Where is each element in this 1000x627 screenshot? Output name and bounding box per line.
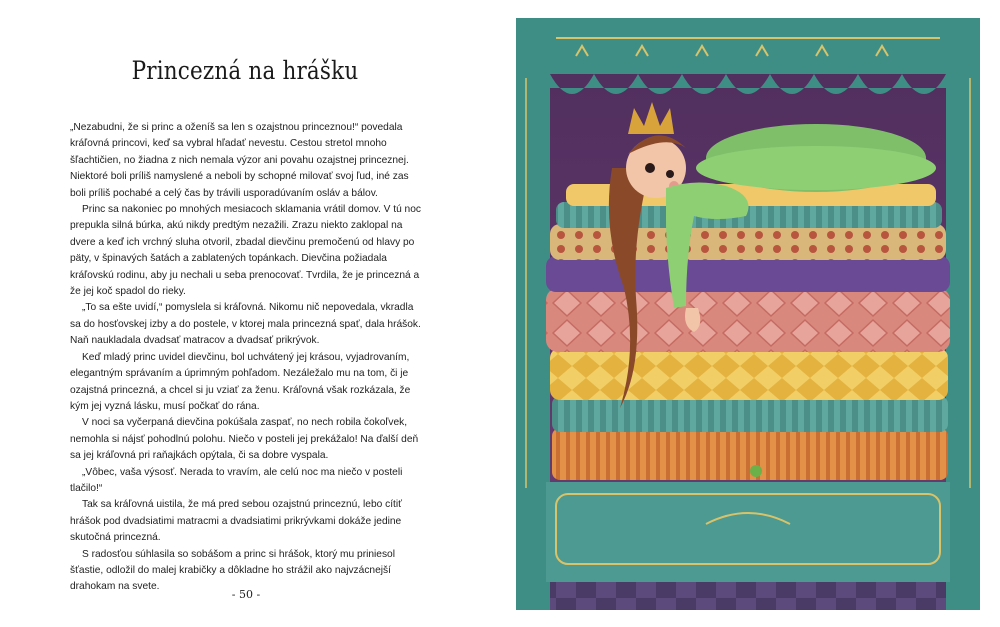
pea: [750, 465, 762, 477]
story-text: [70, 120, 422, 596]
mattress: [546, 256, 950, 292]
paragraph: „Vôbec, vaša výsosť. Nerada to vravím, ale celú noc ma niečo v posteli tlačilo!“: [70, 466, 403, 494]
paragraph: Tak sa kráľovná uistila, že má pred sebou ozajstnú princeznú, lebo cítiť hrášok pod dvadsiatimi matracmi a dvadsiatimi prikrývkami dokáže jedine skutočná princezná.: [70, 499, 402, 544]
mattress: [546, 288, 950, 352]
paragraph: „Nezabudni, že si princ a oženíš sa len s ozajstnou princeznou!“ povedala kráľovná princovi, keď sa vybral hľadať nevestu. Cestou stretol mnoho šľachtičien, no žiadna z nich nemala výzor ani povahu ozajstnej princeznej. Niektoré boli príliš namyslené a neboli by schopné milovať svoj ľud, iné zas boli príliš pochabé a celý čas by trávili usporadúvaním osláv a bálov.: [70, 122, 409, 199]
frame-left-post: [516, 18, 550, 610]
mattress: [550, 348, 948, 400]
page-title: Princezná na hrášku: [131, 56, 359, 85]
paragraph: Keď mladý princ uvidel dievčinu, bol uchvátený jej krásou, vyjadrovaním, elegantným správaním a úprimným pohľadom. Nezáležalo mu na tom, či je ozajstná princezná, a chcel si ju vziať za ženu. Kráľovná však rozkázala, že kým jej vyzná lásku, musí počkať do rána.: [70, 351, 411, 412]
page-number: - 50 -: [231, 588, 261, 601]
frame-right-post: [946, 18, 980, 610]
mattress: [550, 224, 946, 260]
paragraph: V noci sa vyčerpaná dievčina pokúšala zaspať, no nech robila čokoľvek, nemohla si nájsť pohodlnú polohu. Niečo v posteli jej prekážalo! Na ďalší deň sa jej kráľovná pri raňajkách opýtala, či sa dobre vyspala.: [70, 417, 419, 462]
paragraph: „To sa ešte uvidí,“ pomyslela si kráľovná. Nikomu nič nepovedala, vkradla sa do hosťovskej izby a do postele, v ktorej mala princezná spať, dala hrášok. Naň naukladala dvadsať matracov a dvadsať prikrývok.: [70, 302, 421, 347]
illustration-princess-and-pea: [516, 18, 980, 610]
mattress: [552, 396, 948, 432]
paragraph: S radosťou súhlasila so sobášom a princ si hrášok, ktorý mu priniesol šťastie, odložil do malej krabičky a dôkladne ho strážil ako najvzácnejší drahokam na svete.: [70, 548, 395, 593]
paragraph: Princ sa nakoniec po mnohých mesiacoch sklamania vrátil domov. V tú noc prepukla silná búrka, akú nikdy predtým nezažili. Zrazu niekto zaklopal na dvere a keď ich vrchný sluha otvoril, zbadal dievčinu premočenú od hlavy po päty, v špinavých šatách a zablatených topánkach. Dievčina požiadala kráľovskú rodinu, aby ju nechali u seba prenocovať. Tvrdila, že je princezná a že jej koč spadol do rieky.: [70, 204, 421, 298]
frame-top: [516, 18, 980, 74]
bed-base: [546, 482, 950, 582]
mattress: [552, 428, 948, 480]
